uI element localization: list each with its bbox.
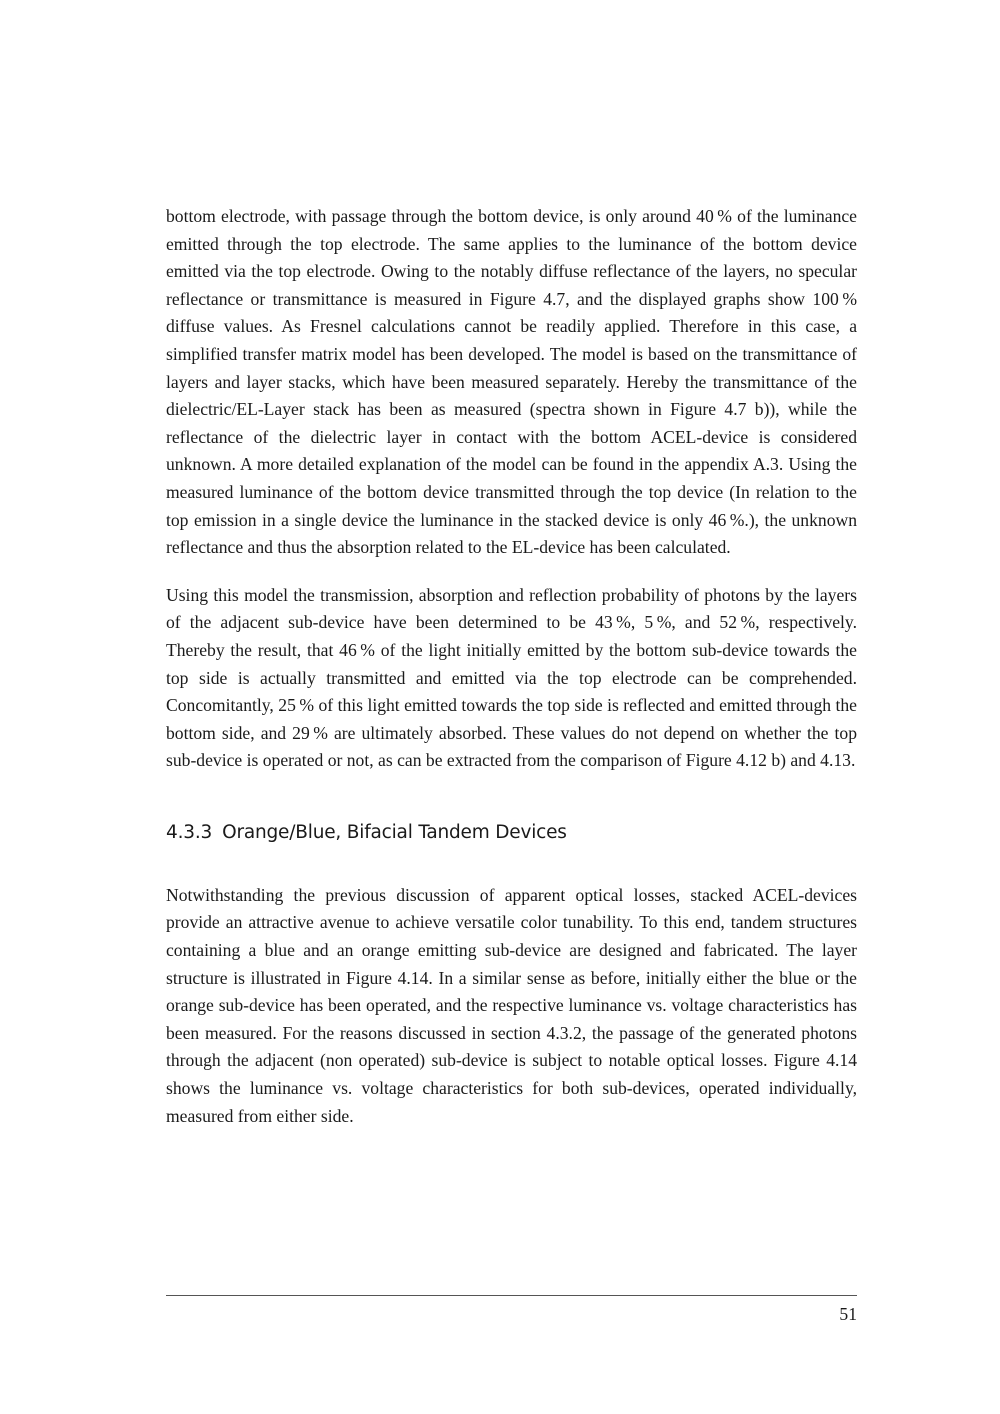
section-number: 4.3.3: [166, 821, 213, 843]
paragraph-optical-model: bottom electrode, with passage through the bottom device, is only around 40 % of the luminance emitted through the top electrode. The same applies to the luminance of the bottom device emitted via the top electrode. Owing to the notably diffuse reflectance of the layers, no specular reflectance or transmittance is measured in Figure 4.7, and the displayed graphs show 100 % diffuse values. As Fresnel calculations cannot be readily applied. Therefore in this case, a simplified transfer matrix model has been developed. The model is based on the transmittance of layers and layer stacks, which have been measured separately. Hereby the transmittance of the dielectric/EL-Layer stack has been as measured (spectra shown in Figure 4.7 b)), while the reflectance of the dielectric layer in contact with the bottom ACEL-device is considered unknown. A more detailed explanation of the model can be found in the appendix A.3. Using the measured luminance of the bottom device transmitted through the top device (In relation to the top emission in a single device the luminance in the stacked device is only 46 %.), the unknown reflectance and thus the absorption related to the EL-device has been calculated.: [166, 206, 857, 558]
paragraph-photon-probabilities: Using this model the transmission, absorption and reflection probability of photons by the layers of the adjacent sub-device have been determined to be 43 %, 5 %, and 52 %, respectively. Thereby the result, that 46 % of the light initially emitted by the bottom sub-device towards the top side is actually transmitted and emitted via the top electrode can be comprehended. Concomitantly, 25 % of this light emitted towards the top side is reflected and emitted through the bottom side, and 29 % are ultimately absorbed. These values do not depend on whether the top sub-device is operated or not, as can be extracted from the comparison of Figure 4.12 b) and 4.13.: [166, 584, 857, 771]
section-title: Orange/Blue, Bifacial Tandem Devices: [222, 821, 567, 843]
section-heading: [166, 820, 857, 846]
page-body: [166, 203, 857, 1130]
footer-divider: [166, 1295, 857, 1296]
page-number: 51: [839, 1304, 857, 1324]
paragraph-tandem-devices: Notwithstanding the previous discussion of apparent optical losses, stacked ACEL-devices provide an attractive avenue to achieve versatile color tunability. To this end, tandem structures containing a blue and an orange emitting sub-device are designed and fabricated. The layer structure is illustrated in Figure 4.14. In a similar sense as before, initially either the blue or the orange sub-device has been operated, and the respective luminance vs. voltage characteristics has been measured. For the reasons discussed in section 4.3.2, the passage of the generated photons through the adjacent (non operated) sub-device is subject to notable optical losses. Figure 4.14 shows the luminance vs. voltage characteristics for both sub-devices, operated individually, measured from either side.: [166, 884, 857, 1126]
